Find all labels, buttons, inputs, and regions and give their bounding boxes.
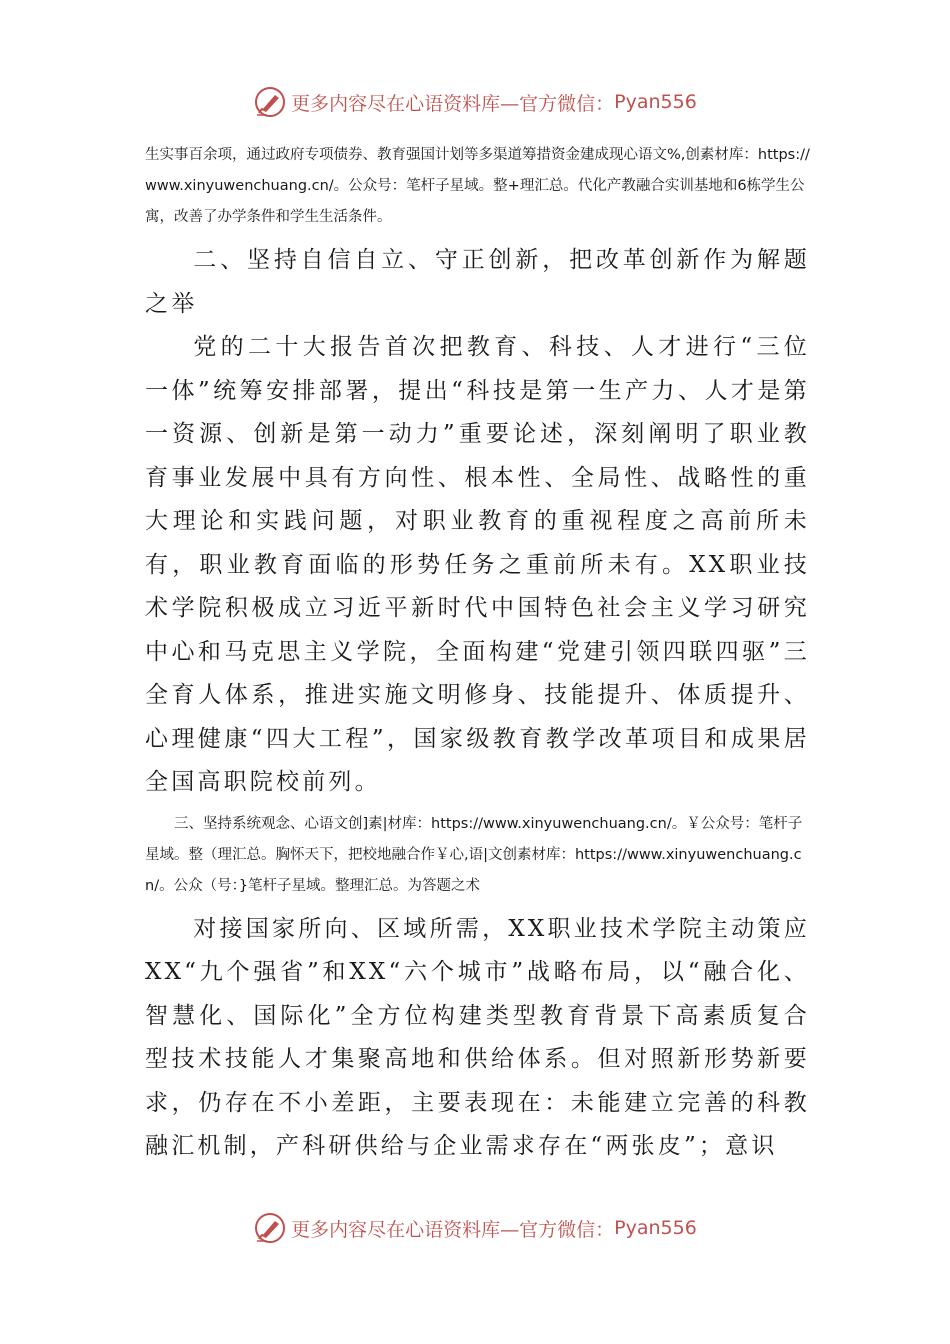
footer-banner [0,1208,950,1248]
banner-text: 更多内容尽在心语资料库—官方微信： [291,92,615,115]
heading-section-2: 二、坚持自信自立、守正创新，把改革创新作为解题之举 [145,247,810,317]
paragraph-top: 生实事百余项，通过政府专项债券、教育强国计划等多渠道筹措资金建成现心语文%,创素材库：https://www.xinyuwenchuang.cn/。公众号：笔杆子星域。整+理汇总。代化产教融合实训基地和6栋学生公寓，改善了办学条件和学生生活条件。 [145,147,810,225]
banner-wechat-id: Pyan556 [614,1217,697,1239]
header-banner [0,82,950,122]
paragraph-section-2: 党的二十大报告首次把教育、科技、人才进行“三位一体”统筹安排部署，提出“科技是第一生产力、人才是第一资源、创新是第一动力”重要论述，深刻阐明了职业教育事业发展中具有方向性、根本性、全局性、战略性的重大理论和实践问题，对职业教育的重视程度之高前所未有，职业教育面临的形势任务之重前所未有。XX职业技术学院积极成立习近平新时代中国特色社会主义学习研究中心和马克思主义学院，全面构建“党建引领四联四驱”三全育人体系，推进实施文明修身、技能提升、体质提升、心理健康“四大工程”，国家级教育教学改革项目和成果居全国高职院校前列。 [145,334,810,795]
paragraph-section-3: 对接国家所向、区域所需，XX职业技术学院主动策应XX“九个强省”和XX“六个城市”战略布局，以“融合化、智慧化、国际化”全方位构建类型教育背景下高素质复合型技术技能人才集聚高地和供给体系。但对照新形势新要求，仍存在不小差距，主要表现在：未能建立完善的科教融汇机制，产科研供给与企业需求存在“两张皮”；意识 [145,915,810,1159]
pen-logo-icon [253,1211,287,1245]
document-body [145,140,810,1169]
banner-wechat-id: Pyan556 [614,91,697,113]
heading-section-3: 三、坚持系统观念、心语文创]素|材库：https://www.xinyuwenchuang.cn/。￥公众号：笔杆子星域。整（理汇总。胸怀天下，把校地融合作￥心,语|文创素材库：https://www.xinyuwenchuang.cn/。公众（号：}笔杆子星域。整理汇总。为答题之术 [145,815,803,894]
banner-text: 更多内容尽在心语资料库—官方微信： [291,1218,615,1241]
pen-logo-icon [253,85,287,119]
